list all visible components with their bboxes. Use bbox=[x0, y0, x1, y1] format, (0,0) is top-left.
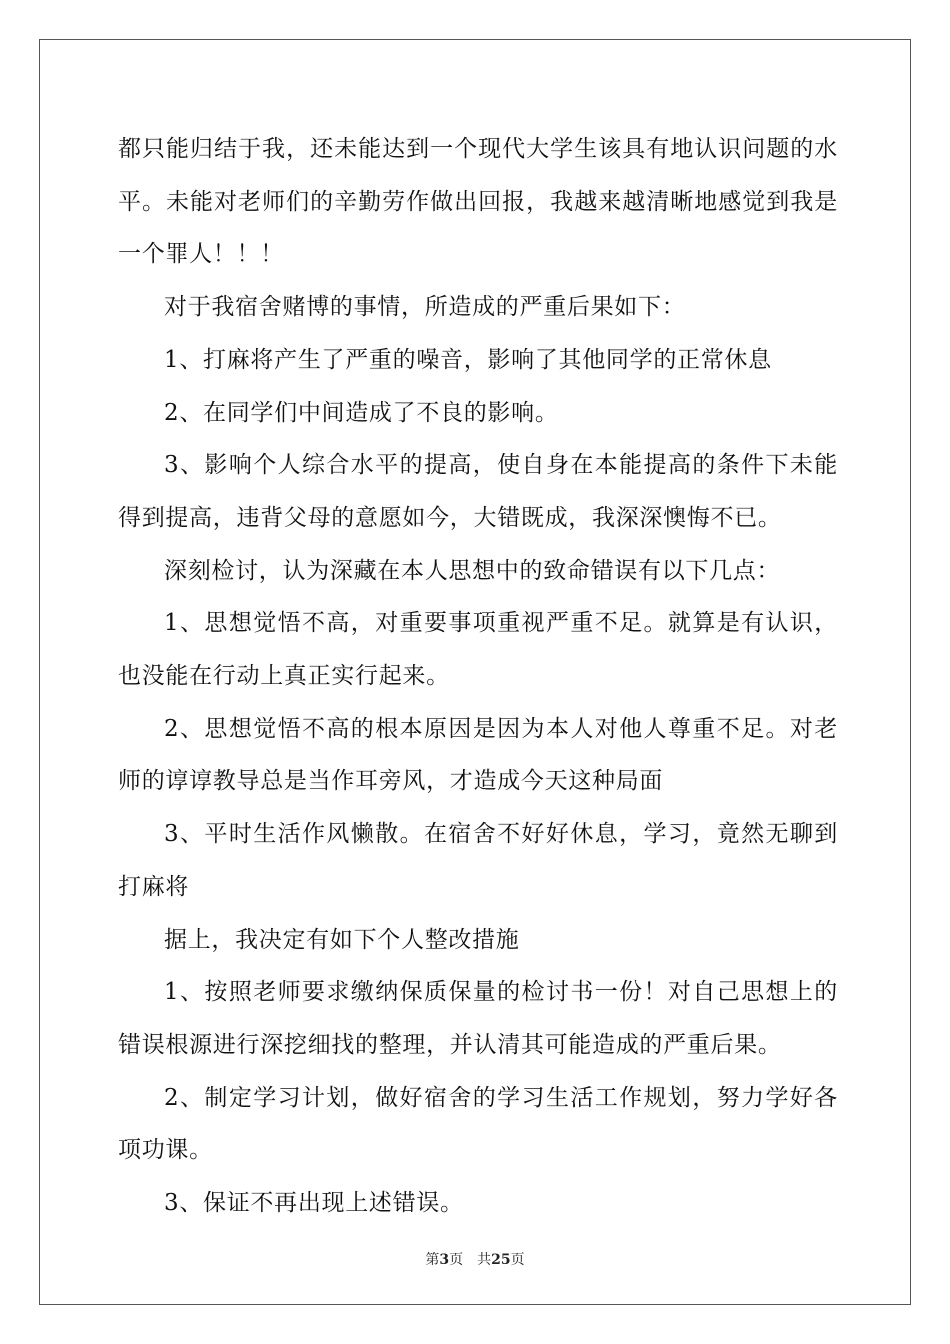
list-item: 1、思想觉悟不高，对重要事项重视严重不足。就算是有认识，也没能在行动上真正实行起来。 bbox=[118, 610, 838, 690]
list-item: 3、保证不再出现上述错误。 bbox=[164, 1190, 464, 1217]
paragraph: 对于我宿舍赌博的事情，所造成的严重后果如下： bbox=[164, 294, 686, 321]
total-suffix: 页 bbox=[510, 1252, 525, 1268]
page-footer bbox=[0, 1249, 950, 1269]
total-pages: 25 bbox=[491, 1252, 511, 1268]
document-body bbox=[118, 123, 838, 1230]
list-item: 2、在同学们中间造成了不良的影响。 bbox=[164, 399, 559, 426]
paragraph: 深刻检讨，认为深藏在本人思想中的致命错误有以下几点： bbox=[164, 557, 781, 584]
page-number: 3 bbox=[439, 1252, 450, 1268]
paragraph: 都只能归结于我，还未能达到一个现代大学生该具有地认识问题的水平。未能对老师们的辛勤劳作做出回报，我越来越清晰地感觉到我是一个罪人！！！ bbox=[118, 136, 838, 268]
list-item: 3、影响个人综合水平的提高，使自身在本能提高的条件下未能得到提高，违背父母的意愿如今，大错既成，我深深懊悔不已。 bbox=[118, 452, 838, 531]
total-prefix: 共 bbox=[477, 1252, 492, 1268]
page-suffix: 页 bbox=[449, 1252, 464, 1268]
paragraph: 据上，我决定有如下个人整改措施 bbox=[164, 926, 520, 953]
list-item: 1、按照老师要求缴纳保质保量的检讨书一份！对自己思想上的错误根源进行深挖细找的整理，并认清其可能造成的严重后果。 bbox=[118, 979, 838, 1058]
list-item: 1、打麻将产生了严重的噪音，影响了其他同学的正常休息 bbox=[164, 346, 772, 373]
page-prefix: 第 bbox=[425, 1252, 440, 1268]
list-item: 2、思想觉悟不高的根本原因是因为本人对他人尊重不足。对老师的谆谆教导总是当作耳旁风，才造成今天这种局面 bbox=[118, 715, 838, 795]
list-item: 3、平时生活作风懒散。在宿舍不好好休息，学习，竟然无聊到打麻将 bbox=[118, 821, 838, 900]
list-item: 2、制定学习计划，做好宿舍的学习生活工作规划，努力学好各项功课。 bbox=[118, 1084, 838, 1164]
